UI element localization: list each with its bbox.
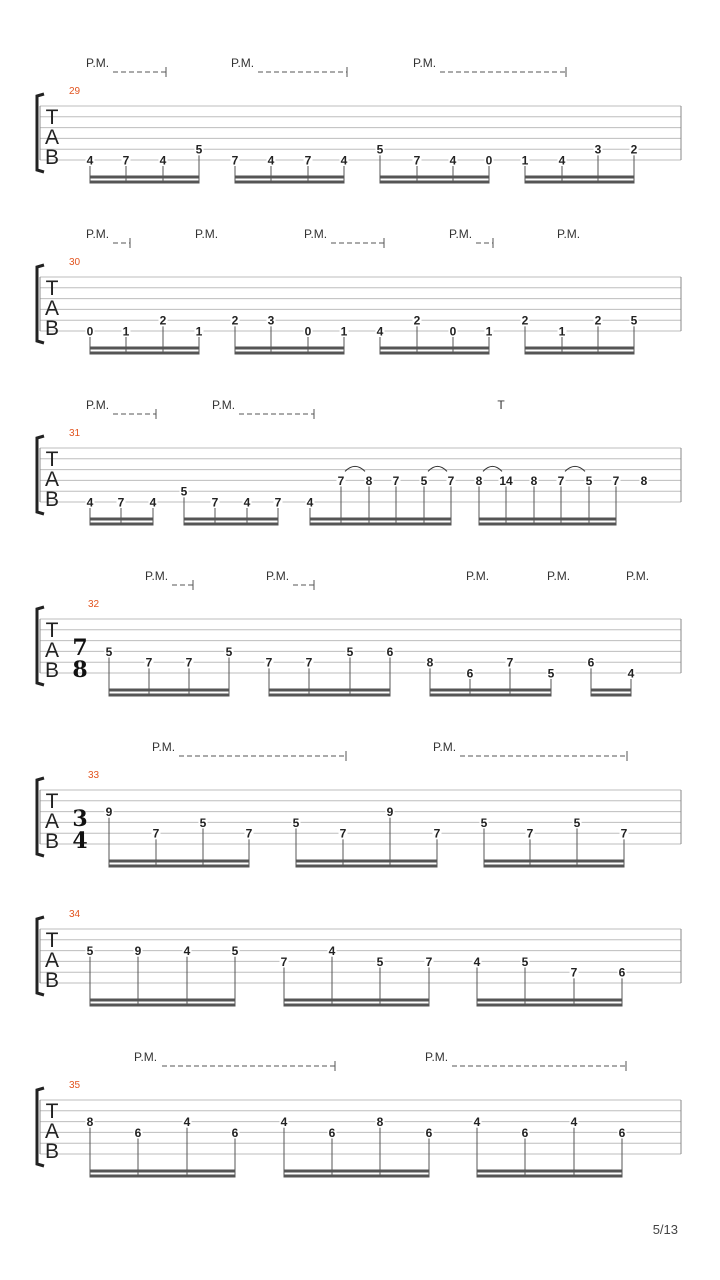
tab-system	[37, 398, 681, 526]
palm-mute-label: P.M.	[145, 569, 169, 583]
beam	[184, 523, 279, 526]
fret-number: 6	[386, 644, 394, 659]
tab-clef-letter: B	[44, 969, 60, 992]
beam	[484, 860, 625, 863]
fret-number: 5	[180, 484, 188, 499]
fret-number: 7	[117, 495, 125, 510]
fret-number: 7	[337, 473, 345, 488]
beam	[90, 999, 236, 1002]
fret-number: 4	[149, 495, 157, 510]
fret-number: 7	[433, 826, 441, 841]
tab-clef-letter: B	[44, 659, 60, 682]
slur	[483, 466, 502, 471]
beam	[109, 694, 230, 697]
beam	[90, 352, 200, 355]
palm-mute-label: P.M.	[212, 398, 236, 412]
palm-mute-label: P.M.	[449, 227, 473, 241]
fret-number: 2	[521, 313, 529, 328]
beam	[284, 1004, 430, 1007]
fret-number: 7	[413, 153, 421, 168]
palm-mute-label: P.M.	[134, 1050, 158, 1064]
beam	[109, 860, 250, 863]
fret-number: 7	[392, 473, 400, 488]
fret-number: 4	[376, 324, 384, 339]
beam	[380, 352, 490, 355]
beam	[430, 689, 552, 692]
fret-number: 0	[485, 153, 493, 168]
fret-number: 4	[243, 495, 251, 510]
tab-system	[37, 1050, 681, 1178]
palm-mute-label: P.M.	[266, 569, 290, 583]
time-signature-top: 3	[72, 806, 88, 832]
tab-clef-letter: A	[44, 468, 60, 491]
tap-mark: T	[497, 398, 505, 412]
beam	[90, 1175, 236, 1178]
fret-number: 5	[630, 313, 638, 328]
beam	[284, 1175, 430, 1178]
fret-number: 5	[292, 815, 300, 830]
time-signature-top: 7	[72, 635, 88, 661]
palm-mute-label: P.M.	[304, 227, 328, 241]
fret-number: 6	[134, 1125, 142, 1140]
fret-number: 4	[267, 153, 275, 168]
fret-number: 7	[305, 655, 313, 670]
fret-number: 3	[594, 142, 602, 157]
beam	[269, 689, 391, 692]
beam	[235, 347, 345, 350]
beam	[525, 181, 635, 184]
fret-number: 5	[480, 815, 488, 830]
fret-number: 5	[346, 644, 354, 659]
palm-mute-label: P.M.	[466, 569, 490, 583]
fret-number: 0	[304, 324, 312, 339]
fret-number: 2	[630, 142, 638, 157]
fret-number: 6	[231, 1125, 239, 1140]
beam	[525, 176, 635, 179]
fret-number: 4	[449, 153, 457, 168]
beam	[235, 176, 345, 179]
fret-number: 4	[473, 954, 481, 969]
fret-number: 6	[328, 1125, 336, 1140]
tab-system	[37, 56, 681, 184]
fret-number: 5	[195, 142, 203, 157]
beam	[525, 352, 635, 355]
tab-system	[37, 569, 681, 697]
fret-number: 1	[195, 324, 203, 339]
fret-number: 7	[145, 655, 153, 670]
slur	[565, 466, 585, 471]
fret-number: 4	[473, 1115, 481, 1130]
measure-number: 31	[69, 428, 81, 439]
beam	[484, 865, 625, 868]
tab-clef-letter: B	[44, 146, 60, 169]
beam	[90, 176, 200, 179]
tab-system	[37, 909, 681, 1007]
beam	[310, 518, 452, 521]
fret-number: 8	[426, 655, 434, 670]
fret-number: 5	[199, 815, 207, 830]
fret-number: 7	[526, 826, 534, 841]
fret-number: 6	[618, 965, 626, 980]
fret-number: 7	[612, 473, 620, 488]
slur	[428, 466, 447, 471]
fret-number: 8	[376, 1115, 384, 1130]
tab-clef-letter: T	[45, 106, 59, 129]
fret-number: 6	[618, 1125, 626, 1140]
beam	[477, 1175, 623, 1178]
tab-clef-letter: T	[45, 790, 59, 813]
fret-number: 7	[447, 473, 455, 488]
palm-mute-label: P.M.	[433, 740, 457, 754]
beam	[477, 999, 623, 1002]
fret-number: 5	[547, 666, 555, 681]
beam	[90, 347, 200, 350]
tab-clef-letter: T	[45, 1100, 59, 1123]
beam	[269, 694, 391, 697]
beam	[591, 694, 632, 697]
fret-number: 4	[328, 944, 336, 959]
beam	[235, 181, 345, 184]
fret-number: 4	[86, 153, 94, 168]
beam	[380, 176, 490, 179]
fret-number: 3	[267, 313, 275, 328]
beam	[109, 865, 250, 868]
beam	[90, 1004, 236, 1007]
fret-number: 5	[231, 944, 239, 959]
fret-number: 5	[420, 473, 428, 488]
tab-clef-letter: B	[44, 830, 60, 853]
fret-number: 7	[506, 655, 514, 670]
beam	[235, 352, 345, 355]
palm-mute-label: P.M.	[152, 740, 176, 754]
fret-number: 7	[211, 495, 219, 510]
beam	[284, 999, 430, 1002]
fret-number: 4	[183, 944, 191, 959]
fret-number: 2	[594, 313, 602, 328]
fret-number: 7	[425, 954, 433, 969]
fret-number: 6	[587, 655, 595, 670]
fret-number: 7	[304, 153, 312, 168]
beam	[90, 1170, 236, 1173]
fret-number: 5	[585, 473, 593, 488]
fret-number: 1	[122, 324, 130, 339]
beam	[525, 347, 635, 350]
beam	[380, 181, 490, 184]
fret-number: 7	[274, 495, 282, 510]
fret-number: 8	[86, 1115, 94, 1130]
palm-mute-label: P.M.	[86, 56, 110, 70]
fret-number: 5	[86, 944, 94, 959]
fret-number: 4	[183, 1115, 191, 1130]
fret-number: 7	[185, 655, 193, 670]
beam	[477, 1170, 623, 1173]
beam	[479, 518, 617, 521]
fret-number: 5	[521, 954, 529, 969]
fret-number: 5	[573, 815, 581, 830]
fret-number: 1	[521, 153, 529, 168]
measure-number: 34	[69, 909, 81, 920]
beam	[90, 523, 154, 526]
tab-clef-letter: T	[45, 619, 59, 642]
fret-number: 2	[231, 313, 239, 328]
fret-number: 2	[159, 313, 167, 328]
fret-number: 7	[122, 153, 130, 168]
fret-number: 14	[499, 473, 513, 488]
beam	[310, 523, 452, 526]
palm-mute-label: P.M.	[86, 227, 110, 241]
palm-mute-label: P.M.	[86, 398, 110, 412]
beam	[296, 860, 438, 863]
tab-clef-letter: A	[44, 297, 60, 320]
tab-system	[37, 227, 681, 355]
fret-number: 4	[570, 1115, 578, 1130]
fret-number: 1	[485, 324, 493, 339]
tab-clef-letter: B	[44, 1140, 60, 1163]
beam	[184, 518, 279, 521]
beam	[430, 694, 552, 697]
fret-number: 4	[558, 153, 566, 168]
fret-number: 9	[386, 805, 394, 820]
fret-number: 4	[627, 666, 635, 681]
tab-clef-letter: T	[45, 448, 59, 471]
tab-clef-letter: A	[44, 1120, 60, 1143]
fret-number: 7	[620, 826, 628, 841]
beam	[591, 689, 632, 692]
palm-mute-label: P.M.	[626, 569, 650, 583]
fret-number: 7	[152, 826, 160, 841]
fret-number: 7	[557, 473, 565, 488]
fret-number: 1	[558, 324, 566, 339]
fret-number: 7	[231, 153, 239, 168]
measure-number: 30	[69, 257, 81, 268]
fret-number: 7	[570, 965, 578, 980]
tab-clef-letter: A	[44, 949, 60, 972]
fret-number: 2	[413, 313, 421, 328]
palm-mute-label: P.M.	[425, 1050, 449, 1064]
fret-number: 5	[105, 644, 113, 659]
palm-mute-label: P.M.	[547, 569, 571, 583]
palm-mute-label: P.M.	[231, 56, 255, 70]
fret-number: 7	[339, 826, 347, 841]
tab-clef-letter: T	[45, 929, 59, 952]
measure-number: 33	[88, 770, 100, 781]
fret-number: 6	[425, 1125, 433, 1140]
tab-clef-letter: A	[44, 126, 60, 149]
beam	[90, 181, 200, 184]
tab-clef-letter: A	[44, 810, 60, 833]
fret-number: 9	[105, 805, 113, 820]
beam	[477, 1004, 623, 1007]
fret-number: 4	[159, 153, 167, 168]
fret-number: 8	[365, 473, 373, 488]
tab-system	[37, 740, 681, 868]
fret-number: 8	[530, 473, 538, 488]
fret-number: 7	[245, 826, 253, 841]
fret-number: 8	[475, 473, 483, 488]
page-number: 5/13	[652, 1222, 678, 1237]
beam	[380, 347, 490, 350]
time-signature-bottom: 8	[72, 657, 88, 683]
fret-number: 5	[376, 954, 384, 969]
fret-number: 9	[134, 944, 142, 959]
beam	[284, 1170, 430, 1173]
fret-number: 8	[640, 473, 648, 488]
tab-clef-letter: T	[45, 277, 59, 300]
fret-number: 0	[86, 324, 94, 339]
tab-clef-letter: B	[44, 317, 60, 340]
beam	[90, 518, 154, 521]
fret-number: 6	[521, 1125, 529, 1140]
palm-mute-label: P.M.	[195, 227, 219, 241]
measure-number: 32	[88, 599, 100, 610]
fret-number: 4	[86, 495, 94, 510]
fret-number: 5	[225, 644, 233, 659]
palm-mute-label: P.M.	[413, 56, 437, 70]
beam	[296, 865, 438, 868]
fret-number: 7	[265, 655, 273, 670]
tab-clef-letter: B	[44, 488, 60, 511]
measure-number: 35	[69, 1080, 81, 1091]
fret-number: 1	[340, 324, 348, 339]
fret-number: 6	[466, 666, 474, 681]
beam	[109, 689, 230, 692]
beam	[479, 523, 617, 526]
fret-number: 7	[280, 954, 288, 969]
palm-mute-label: P.M.	[557, 227, 581, 241]
fret-number: 4	[306, 495, 314, 510]
tab-clef-letter: A	[44, 639, 60, 662]
fret-number: 4	[340, 153, 348, 168]
fret-number: 0	[449, 324, 457, 339]
measure-number: 29	[69, 86, 81, 97]
slur	[345, 466, 365, 471]
fret-number: 5	[376, 142, 384, 157]
time-signature-bottom: 4	[72, 828, 88, 854]
fret-number: 4	[280, 1115, 288, 1130]
